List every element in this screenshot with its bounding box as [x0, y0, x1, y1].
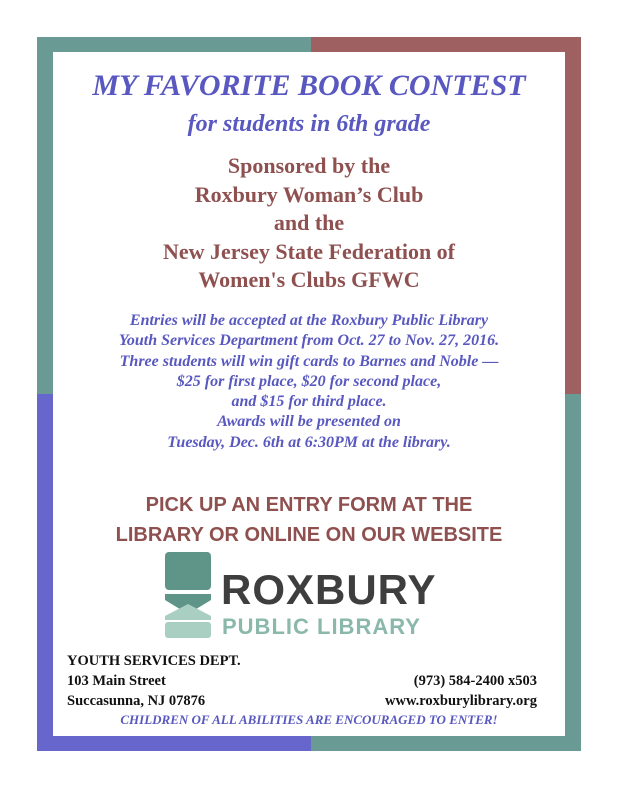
details-line: Youth Services Department from Oct. 27 to Nov. 27, 2016. [118, 332, 500, 350]
logo-subtitle: PUBLIC LIBRARY [222, 614, 421, 639]
sponsor-line: New Jersey State Federation of [162, 238, 455, 264]
pickup-line: LIBRARY OR ONLINE ON OUR WEBSITE [115, 524, 503, 546]
border-left-bottom [37, 394, 53, 751]
details-line: $25 for first place, $20 for second place, [176, 372, 442, 390]
details-line: Three students will win gift cards to Barnes and Noble — [119, 352, 499, 370]
contest-title: MY FAVORITE BOOK CONTEST [92, 69, 526, 102]
footer-note: CHILDREN OF ALL ABILITIES ARE ENCOURAGED TO ENTER! [120, 712, 498, 727]
logo-wordmark: ROXBURY [221, 566, 437, 613]
border-right-top [565, 37, 581, 394]
flyer-content [53, 52, 565, 736]
contest-details [53, 311, 565, 453]
contest-subtitle: for students in 6th grade [187, 111, 431, 137]
city-address: Succasunna, NJ 07876 [67, 693, 206, 709]
phone-number: (973) 584-2400 x503 [413, 673, 537, 689]
border-bottom-left [37, 736, 311, 751]
website-link[interactable]: www.roxburylibrary.org [385, 693, 537, 709]
pickup-callout [53, 490, 565, 550]
department-name: YOUTH SERVICES DEPT. [67, 653, 241, 669]
library-book-logo-icon [165, 552, 211, 638]
details-line: Tuesday, Dec. 6th at 6:30PM at the library. [167, 433, 451, 451]
contact-block [385, 671, 537, 711]
sponsor-line: Sponsored by the [227, 153, 391, 178]
sponsor-line: Women's Clubs GFWC [198, 267, 420, 292]
border-right-bottom [565, 394, 581, 751]
sponsor-line: Roxbury Woman’s Club [194, 181, 424, 207]
pickup-line: PICK UP AN ENTRY FORM AT THE [145, 494, 473, 516]
border-bottom-right [311, 736, 581, 751]
sponsor-line: and the [273, 210, 345, 235]
details-line: Entries will be accepted at the Roxbury Public Library [129, 312, 489, 329]
border-left-top [37, 37, 53, 394]
details-line: Awards will be presented on [217, 413, 401, 431]
border-top-left [37, 37, 311, 52]
street-address: 103 Main Street [67, 673, 166, 689]
address-block [67, 651, 241, 711]
sponsor-block [53, 152, 565, 295]
details-line: and $15 for third place. [231, 393, 387, 411]
border-top-right [311, 37, 581, 52]
